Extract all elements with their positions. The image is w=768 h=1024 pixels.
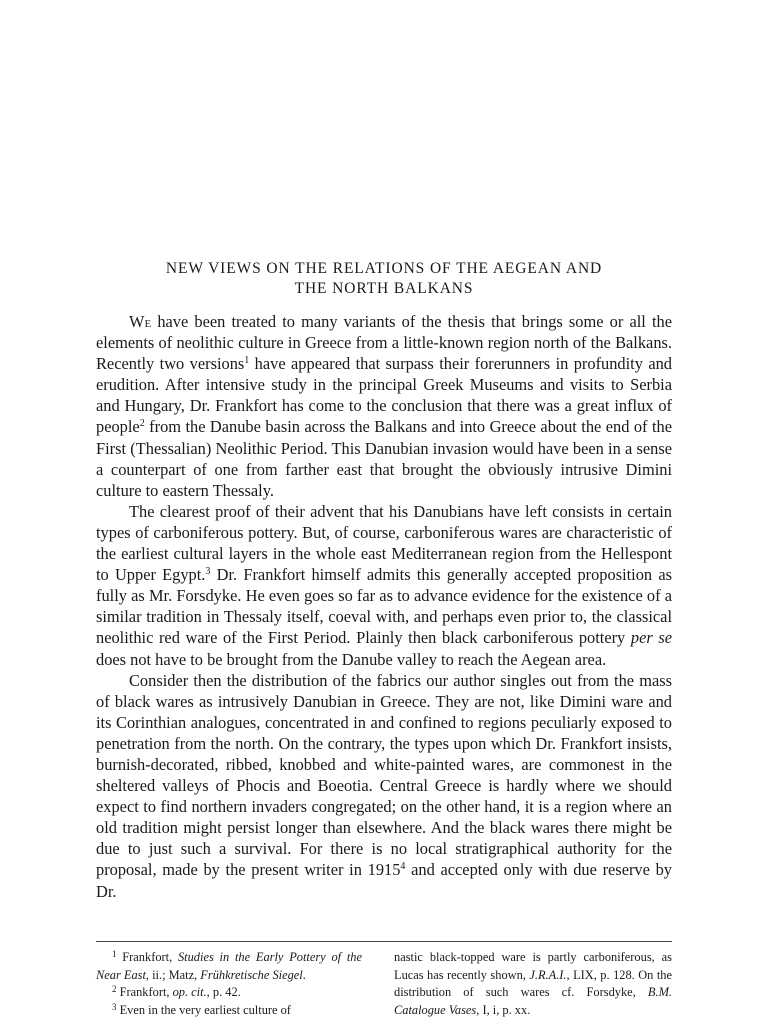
article-title-line-2: THE NORTH BALKANS [294, 280, 474, 297]
footnote-2 [96, 984, 362, 1002]
footnote-continuation-text-c: , I, i, p. xx. [476, 1002, 531, 1017]
paragraph-1-text-a: have been treated to many variants of the thesis that brings some or all the elements of neolithic culture in Greece from a little-known region north of the Balkans. Recently two versions [96, 312, 672, 374]
footnote-1-text-a: Frankfort, [116, 950, 178, 964]
footnote-divider [96, 941, 672, 942]
paragraph-3 [96, 670, 672, 902]
footnote-1-text-c: . [302, 967, 306, 982]
footnote-2-italic: op. cit. [172, 985, 207, 1000]
footnote-ref-1[interactable]: 1 [244, 355, 250, 367]
article-title-line-1: NEW VIEWS ON THE RELATIONS OF THE AEGEAN AND [165, 260, 603, 277]
article-body [96, 311, 672, 902]
footnotes-left-column [96, 949, 362, 1019]
footnote-3 [96, 1002, 362, 1020]
footnote-continuation-italic-a: J.R.A.I. [529, 967, 567, 982]
footnote-ref-2[interactable]: 2 [139, 418, 145, 430]
italic-phrase: per se [630, 628, 672, 648]
footnote-ref-4[interactable]: 4 [400, 861, 406, 873]
footnote-continuation-text-a: nastic black-topped ware is partly carboniferous, as Lucas has recently shown, [394, 950, 672, 982]
footnote-2-text-a: Frankfort, [116, 985, 173, 1000]
footnote-1-number: 1 [112, 949, 117, 959]
footnote-1-italic-b: Frühkretische Siegel [200, 967, 303, 982]
paragraph-1 [96, 311, 672, 501]
paragraph-2-text-b: Dr. Frankfort himself admits this generally accepted proposition as fully as Mr. Forsdyke. He even goes so far as to advance evidence for the existence of a similar tradition in Thessaly itself, coeval with, and perhaps even prior to, the classical neolithic red ware of the First Period. Plainly then black carboniferous pottery [96, 565, 673, 648]
paragraph-2-text-a: The clearest proof of their advent that his Danubians have left consists in certain types of carboniferous pottery. But, of course, carboniferous wares are characteristic of the earliest cultural layers in the whole east Mediterranean region from the Hellespont to Upper Egypt. [96, 501, 672, 585]
footnote-2-text-b: , p. 42. [206, 985, 241, 1000]
paragraph-1-text-b: have appeared that surpass their forerunners in profundity and erudition. After intensive study in the principal Greek Museums and visits to Serbia and Hungary, Dr. Frankfort has come to the conclusion that there was a great influx of people [96, 354, 672, 437]
paragraph-1-text-c: from the Danube basin across the Balkans and into Greece about the end of the First (Thessalian) Neolithic Period. This Danubian invasion would have been in a sense a counterpart of one from farther east that brought the obviously intrusive Dimini culture to eastern Thessaly. [96, 417, 672, 500]
paragraph-3-text-b: and accepted only with due reserve by Dr. [96, 860, 672, 901]
footnote-2-number: 2 [112, 984, 117, 995]
paragraph-3-text-a: Consider then the distribution of the fabrics our author singles out from the mass of black wares as intrusively Danubian in Greece. They are not, like Dimini ware and its Corinthian analogues, concentrated in and confined to regions peculiarly exposed to penetration from the north. On the contrary, the types upon which Dr. Frankfort insists, burnish-decorated, ribbed, knobbed and white-painted wares, are commonest in the sheltered valleys of Phocis and Boeotia. Central Greece is hardly where we should expect to find northern invaders congregated; on the other hand, it is a region where an old tradition might persist longer than elsewhere. And the black wares there might be due to just such a survival. For there is no local stratigraphical authority for the proposal, made by the present writer in 1915 [96, 670, 672, 880]
footnote-ref-3[interactable]: 3 [205, 566, 211, 578]
opening-word: We [129, 312, 152, 331]
footnote-continuation [394, 949, 672, 1019]
paragraph-2 [96, 501, 672, 670]
paragraph-2-text-c: does not have to be brought from the Danube valley to reach the Aegean area. [96, 649, 607, 669]
footnote-3-text: Even in the very earliest culture of [116, 1002, 291, 1017]
footnote-continuation-text-b: , LIX, p. 128. On the distribution of such wares cf. Forsdyke, [394, 967, 672, 1000]
footnote-1-text-b: , ii.; Matz, [145, 967, 201, 982]
footnotes-right-column [394, 949, 672, 1019]
footnote-1-italic-a: Studies in the Early Pottery of the Near East [96, 950, 362, 982]
footnote-continuation-italic-b: B.M. Catalogue Vases [394, 985, 672, 1017]
footnote-3-number: 3 [112, 1001, 117, 1012]
article-title [96, 259, 672, 299]
footnote-1 [96, 949, 362, 984]
